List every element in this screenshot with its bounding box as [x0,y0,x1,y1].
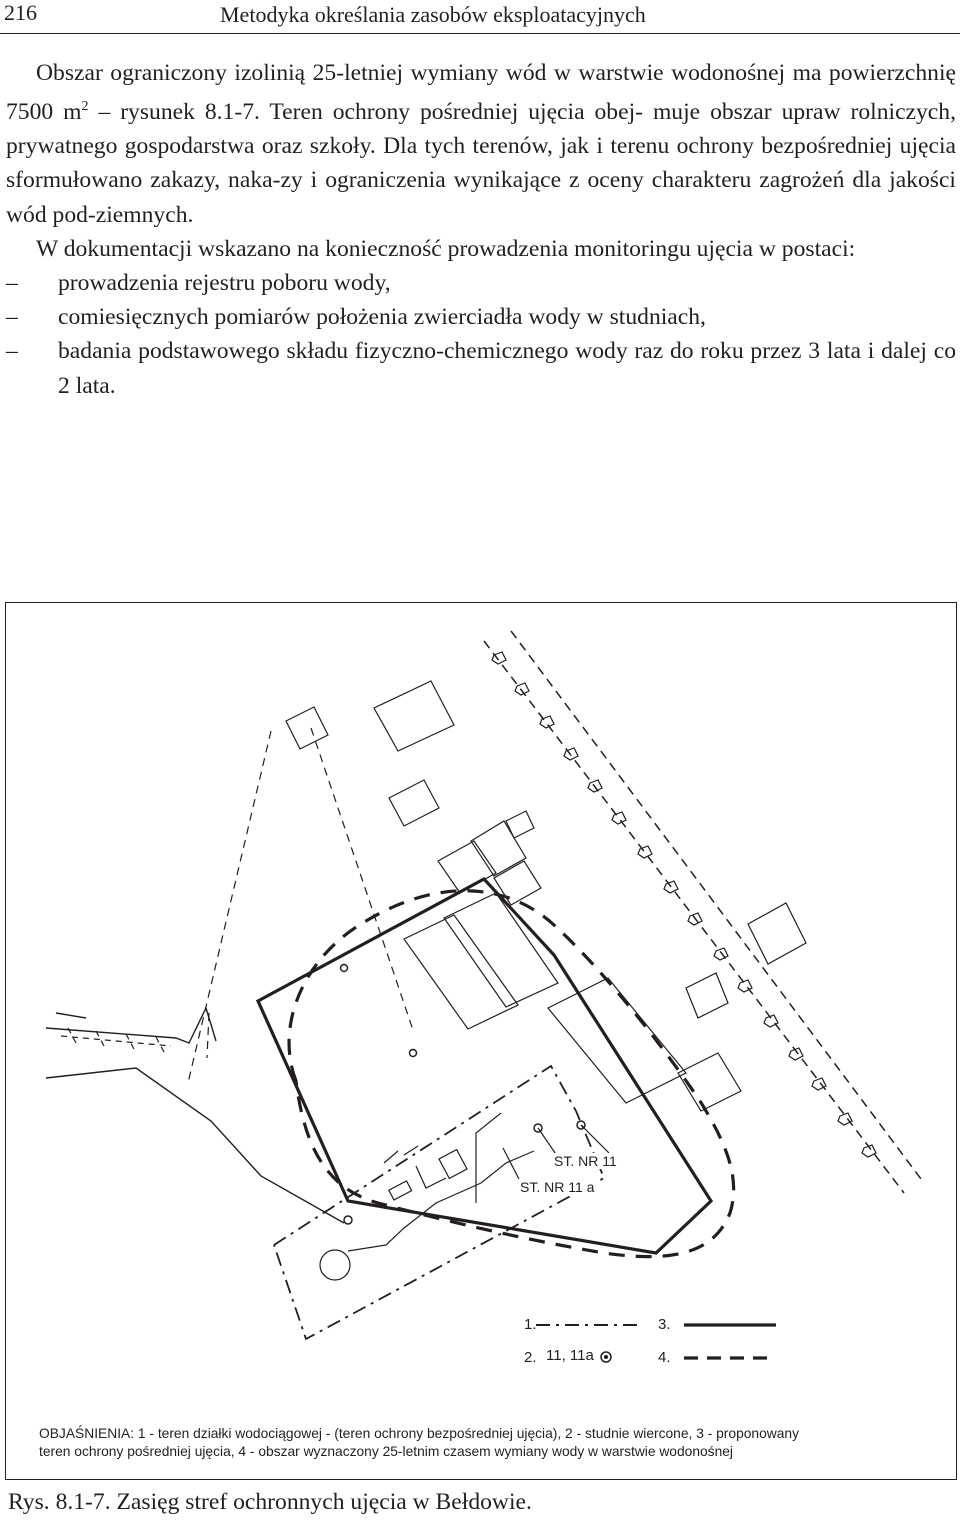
list-dash: – [6,270,18,297]
legend-item-4: 4. [658,1349,671,1366]
legend-item-1: 1. [524,1316,537,1333]
para1-rest: muje obszar upraw rolniczych, prywatnego gospodarstwa oraz szkoły. Dla tych terenów, jak i terenu ochrony bezpośredniej ujęcia sformułowano zakazy, naka-zy i ograniczenia wynikające z oceny charakteru zagrożeń dla jakości wód pod-ziemnych. [6,99,956,228]
zone1-water-plot [274,1066,604,1339]
explanation-line-2: teren ochrony pośredniej ujęcia, 4 - obszar wyznaczony 25-letnim czasem wymiany wody w warstwie wodonośnej [39,1444,733,1459]
running-title: Metodyka określania zasobów eksploatacyjnych [220,2,646,27]
legend-item-3: 3. [658,1316,671,1333]
page-header [0,0,960,32]
page-number: 216 [4,0,37,25]
list-item-text: comiesięcznych pomiarów położenia zwierciadła wody w studniach, [58,304,706,331]
list-item [6,266,956,300]
figure-caption: Rys. 8.1-7. Zasięg stref ochronnych ujęcia w Bełdowie. [8,1489,532,1515]
legend-item-2-wells: 11, 11a [546,1347,594,1364]
facilities [320,1146,467,1280]
list-dash: – [6,338,18,365]
superscript-2: 2 [81,99,89,115]
zone3-indirect-protection [258,879,711,1253]
para1-line1: Obszar ograniczony izolinią 25-letniej wymiany wód w warstwie wodonośnej [36,60,786,86]
list-item [6,300,956,334]
list-item-text: badania podstawowego składu fizyczno-chemicznego wody raz do roku przez 3 lata i dalej co 2 lata. [58,338,956,399]
well-label-11: ST. NR 11 [554,1153,617,1169]
body-text [6,56,956,403]
explanation-line-1: OBJAŚNIENIA: 1 - teren działki wodociągowej - (teren ochrony bezpośredniej ujęcia), 2 - studnie wiercone, 3 - proponowany [39,1426,799,1441]
map-figure [5,602,957,1480]
road-hatching [61,1028,171,1052]
paragraph-1 [6,56,956,232]
road-boundary-dashed [188,728,414,1083]
legend-item-2: 2. [524,1349,537,1366]
buildings [286,681,806,1111]
paragraph-2: W dokumentacji wskazano na konieczność prowadzenia monitoringu ujęcia w postaci: [36,235,856,262]
list-item-text: prowadzenia rejestru poboru wody, [58,270,391,297]
para1-area: ma powierzchnię 7500 m [6,60,956,126]
header-rule [0,33,960,34]
map-explanation [39,1425,944,1461]
list-dash: – [6,304,18,331]
road-edges [46,1008,344,1223]
legend-well-dot [604,1355,608,1359]
protection-zone-map [6,603,958,1481]
para1-line2: – rysunek 8.1-7. Teren ochrony pośredniej ujęcia obej- [88,99,643,126]
list-item [6,334,956,402]
well-label-11a: ST. NR 11 a [520,1179,595,1195]
